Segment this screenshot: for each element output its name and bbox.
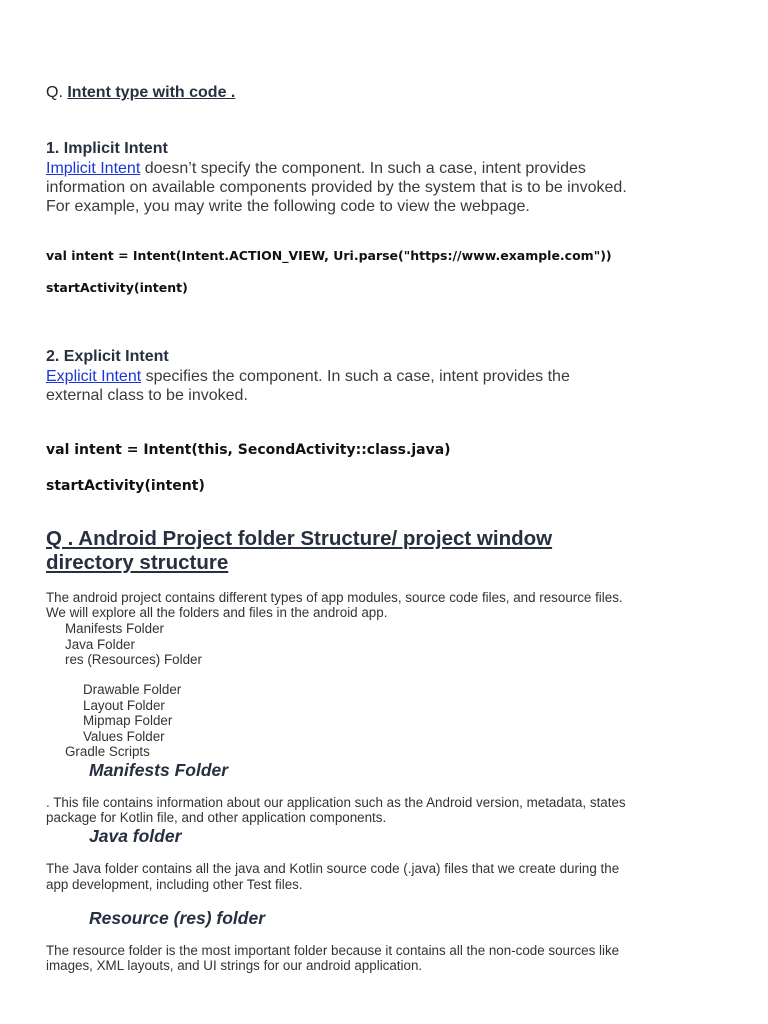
sublist-item: Values Folder (83, 729, 165, 744)
manifests-line1: . This file contains information about our application such as the Android version, metadata, states (46, 795, 626, 810)
implicit-heading: 1. Implicit Intent (46, 140, 168, 157)
explicit-code-line1: val intent = Intent(this, SecondActivity::class.java) (46, 442, 451, 458)
implicit-code-line2: startActivity(intent) (46, 280, 188, 295)
structure-title-line1: Q . Android Project folder Structure/ project window (46, 527, 553, 550)
implicit-code-line1: val intent = Intent(Intent.ACTION_VIEW, Uri.parse("https://www.example.com")) (46, 248, 612, 263)
manifests-heading: Manifests Folder (89, 760, 229, 780)
structure-title (46, 527, 552, 575)
sublist-item: Mipmap Folder (83, 713, 173, 728)
explicit-intent-link[interactable]: Explicit Intent (46, 368, 142, 385)
java-line1: The Java folder contains all the java and Kotlin source code (.java) files that we create during the (46, 861, 620, 876)
sublist-item: Layout Folder (83, 698, 165, 713)
manifests-line2: package for Kotlin file, and other application components. (46, 810, 387, 825)
list-item: Manifests Folder (65, 621, 164, 636)
res-heading: Resource (res) folder (89, 908, 266, 928)
explicit-heading: 2. Explicit Intent (46, 348, 169, 365)
question-text: Intent type with code . (67, 84, 236, 101)
implicit-line3: For example, you may write the following code to view the webpage. (46, 198, 530, 215)
structure-intro-line2: We will explore all the folders and files in the android app. (46, 605, 388, 620)
question-prefix: Q. (46, 84, 63, 101)
explicit-code-line2: startActivity(intent) (46, 478, 205, 494)
structure-intro-line1: The android project contains different types of app modules, source code files, and resource files. (46, 590, 623, 605)
implicit-line1 (46, 159, 586, 178)
res-line2: images, XML layouts, and UI strings for our android application. (46, 958, 423, 973)
list-item: Gradle Scripts (65, 744, 150, 759)
implicit-line2: information on available components provided by the system that is to be invoked. (46, 179, 627, 196)
explicit-line1 (46, 367, 570, 386)
sublist-item: Drawable Folder (83, 682, 182, 697)
implicit-line1-text: doesn’t specify the component. In such a case, intent provides (140, 160, 586, 177)
explicit-line2: external class to be invoked. (46, 387, 248, 404)
java-heading: Java folder (89, 826, 182, 846)
res-line1: The resource folder is the most important folder because it contains all the non-code sources like (46, 943, 620, 958)
explicit-line1-text: specifies the component. In such a case, intent provides the (141, 368, 570, 385)
structure-title-line2: directory structure (46, 551, 229, 574)
list-item: res (Resources) Folder (65, 652, 202, 667)
question-title (46, 84, 235, 102)
implicit-intent-link[interactable]: Implicit Intent (46, 160, 141, 177)
java-line2: app development, including other Test files. (46, 877, 303, 892)
list-item: Java Folder (65, 637, 135, 652)
